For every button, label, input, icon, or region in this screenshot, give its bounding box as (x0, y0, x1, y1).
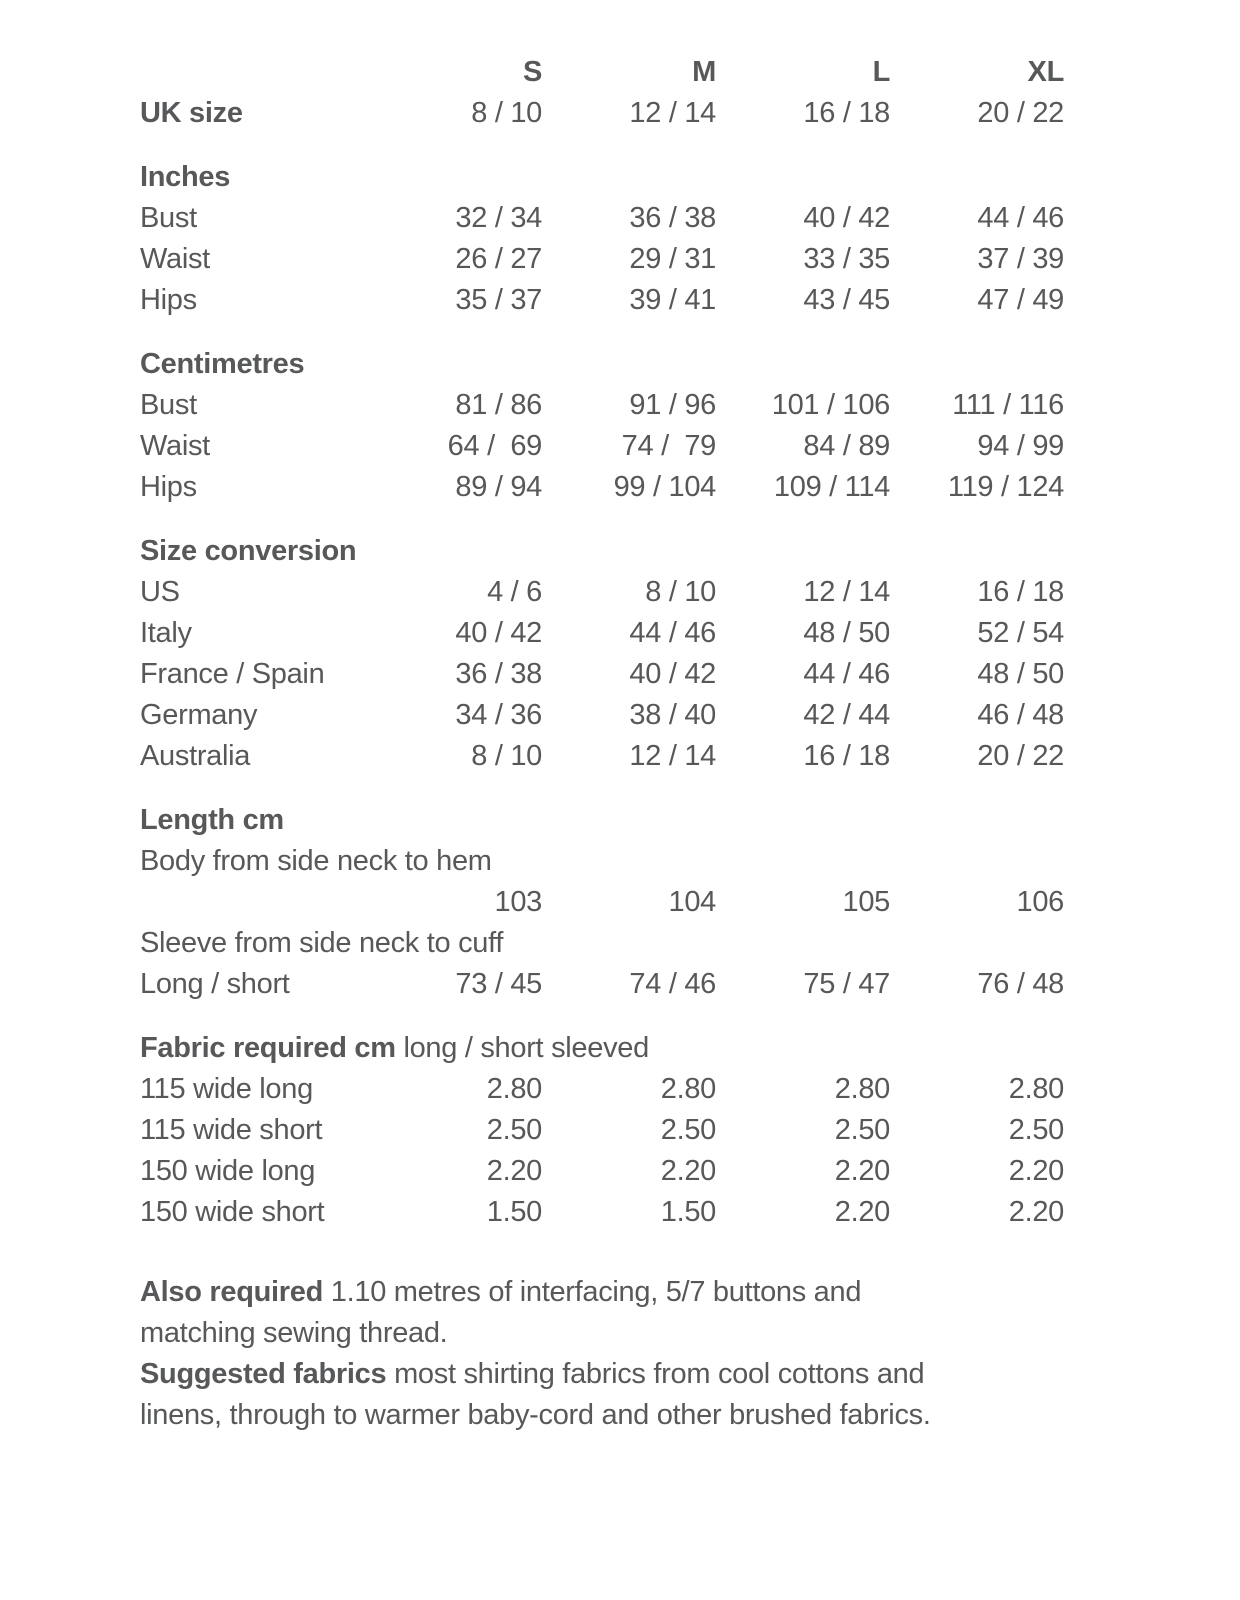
cell-value: 2.20 (1008, 1155, 1064, 1187)
cell-value: 33 / 35 (803, 243, 890, 275)
row-label: Australia (140, 740, 251, 772)
table-row (140, 572, 1064, 613)
cell-value: 40 / 42 (629, 658, 716, 690)
sleeve-length-label: Sleeve from side neck to cuff (140, 927, 504, 959)
cell-value: 2.80 (834, 1073, 890, 1105)
cell-value: 48 / 50 (803, 617, 890, 649)
size-header-xl: XL (1027, 56, 1064, 88)
cell-value: 84 / 89 (803, 430, 890, 462)
cell-value: 44 / 46 (803, 658, 890, 690)
length-section-title: Length cm (140, 804, 284, 836)
suggested-fabrics-label: Suggested fabrics (140, 1358, 387, 1390)
suggested-fabrics-line (140, 1354, 1200, 1395)
cell-value: 43 / 45 (803, 284, 890, 316)
cell-value: 105 (842, 886, 890, 918)
cell-value: 91 / 96 (629, 389, 716, 421)
cell-value: 52 / 54 (977, 617, 1064, 649)
cell-value: 12 / 14 (629, 740, 716, 772)
uk-size-label: UK size (140, 97, 243, 129)
also-required-label: Also required (140, 1276, 324, 1308)
table-row (140, 1110, 1064, 1151)
cell-value: 42 / 44 (803, 699, 890, 731)
cell-value: 119 / 124 (947, 471, 1064, 503)
row-label: 115 wide long (140, 1073, 313, 1105)
cell-value: 40 / 42 (455, 617, 542, 649)
table-row (140, 467, 1064, 508)
cell-value: 2.80 (486, 1073, 542, 1105)
row-label: France / Spain (140, 658, 325, 690)
cell-value: 32 / 34 (455, 202, 542, 234)
cell-value: 16 / 18 (803, 740, 890, 772)
cell-value: 64 / 69 (447, 430, 542, 462)
cell-value: 2.20 (834, 1155, 890, 1187)
body-length-label: Body from side neck to hem (140, 845, 492, 877)
cell-value: 111 / 116 (952, 389, 1064, 421)
table-row (140, 1192, 1064, 1233)
cell-value: 38 / 40 (629, 699, 716, 731)
fabric-title-rest: long / short sleeved (395, 1032, 649, 1064)
cell-value: 76 / 48 (977, 968, 1064, 1000)
cell-value: 106 (1016, 886, 1064, 918)
row-label: US (140, 576, 180, 608)
long-short-row (140, 964, 1064, 1005)
cell-value: 2.20 (834, 1196, 890, 1228)
cell-value: 2.50 (486, 1114, 542, 1146)
table-row (140, 426, 1064, 467)
cell-value: 104 (668, 886, 716, 918)
row-label: Long / short (140, 968, 290, 1000)
cell-value: 36 / 38 (455, 658, 542, 690)
row-label: Hips (140, 471, 197, 503)
inches-section-title: Inches (140, 161, 231, 193)
row-label: 115 wide short (140, 1114, 323, 1146)
cell-value: 74 / 79 (621, 430, 716, 462)
cell-value: 2.50 (834, 1114, 890, 1146)
uk-size-value: 12 / 14 (629, 97, 716, 129)
table-row (140, 1151, 1064, 1192)
cell-value: 2.80 (660, 1073, 716, 1105)
cell-value: 16 / 18 (977, 576, 1064, 608)
cell-value: 73 / 45 (455, 968, 542, 1000)
cell-value: 109 / 114 (773, 471, 890, 503)
cell-value: 40 / 42 (803, 202, 890, 234)
cell-value: 2.50 (660, 1114, 716, 1146)
table-row (140, 1069, 1064, 1110)
cell-value: 37 / 39 (977, 243, 1064, 275)
table-row (140, 613, 1064, 654)
cell-value: 47 / 49 (977, 284, 1064, 316)
centimetres-section-title: Centimetres (140, 348, 305, 380)
row-label: Bust (140, 389, 197, 421)
uk-size-value: 8 / 10 (471, 97, 542, 129)
row-label: Italy (140, 617, 192, 649)
size-header-m: M (692, 56, 716, 88)
row-label: Hips (140, 284, 197, 316)
cell-value: 94 / 99 (977, 430, 1064, 462)
cell-value: 20 / 22 (977, 740, 1064, 772)
table-row (140, 736, 1064, 777)
cell-value: 2.50 (1008, 1114, 1064, 1146)
row-label: 150 wide long (140, 1155, 316, 1187)
cell-value: 48 / 50 (977, 658, 1064, 690)
cell-value: 89 / 94 (455, 471, 542, 503)
also-required-line (140, 1272, 1200, 1313)
row-label: 150 wide short (140, 1196, 325, 1228)
fabric-section-title (140, 1028, 1064, 1069)
size-conversion-section-title: Size conversion (140, 535, 357, 567)
also-required-text: 1.10 metres of interfacing, 5/7 buttons and (323, 1276, 862, 1308)
suggested-fabrics-text: most shirting fabrics from cool cottons and (386, 1358, 925, 1390)
cell-value: 99 / 104 (613, 471, 716, 503)
table-row (140, 385, 1064, 426)
row-label: Waist (140, 430, 210, 462)
cell-value: 12 / 14 (803, 576, 890, 608)
cell-value: 8 / 10 (471, 740, 542, 772)
table-row (140, 695, 1064, 736)
table-row (140, 280, 1064, 321)
cell-value: 44 / 46 (629, 617, 716, 649)
body-length-values-row (140, 882, 1064, 923)
cell-value: 39 / 41 (629, 284, 716, 316)
uk-size-value: 20 / 22 (977, 97, 1064, 129)
cell-value: 34 / 36 (455, 699, 542, 731)
suggested-fabrics-line-2: linens, through to warmer baby-cord and other brushed fabrics. (140, 1399, 931, 1431)
row-label: Germany (140, 699, 258, 731)
empty-cell (140, 882, 402, 923)
cell-value: 2.20 (1008, 1196, 1064, 1228)
size-header-row (140, 52, 1064, 93)
table-row (140, 198, 1064, 239)
cell-value: 4 / 6 (487, 576, 542, 608)
cell-value: 44 / 46 (977, 202, 1064, 234)
uk-size-row (140, 93, 1064, 134)
uk-size-value: 16 / 18 (803, 97, 890, 129)
row-label: Bust (140, 202, 197, 234)
fabric-title-bold: Fabric required cm (140, 1032, 396, 1064)
cell-value: 81 / 86 (455, 389, 542, 421)
notes-block (140, 1272, 1200, 1436)
cell-value: 36 / 38 (629, 202, 716, 234)
table-row (140, 654, 1064, 695)
cell-value: 8 / 10 (645, 576, 716, 608)
cell-value: 101 / 106 (771, 389, 890, 421)
cell-value: 26 / 27 (455, 243, 542, 275)
cell-value: 35 / 37 (455, 284, 542, 316)
cell-value: 1.50 (486, 1196, 542, 1228)
row-label: Waist (140, 243, 210, 275)
size-header-s: S (522, 56, 542, 88)
cell-value: 2.80 (1008, 1073, 1064, 1105)
empty-cell (140, 52, 402, 93)
cell-value: 1.50 (660, 1196, 716, 1228)
size-header-l: L (872, 56, 890, 88)
cell-value: 46 / 48 (977, 699, 1064, 731)
cell-value: 29 / 31 (629, 243, 716, 275)
cell-value: 2.20 (660, 1155, 716, 1187)
also-required-line-2: matching sewing thread. (140, 1317, 448, 1349)
cell-value: 2.20 (486, 1155, 542, 1187)
cell-value: 74 / 46 (629, 968, 716, 1000)
cell-value: 75 / 47 (803, 968, 890, 1000)
cell-value: 103 (494, 886, 542, 918)
table-row (140, 239, 1064, 280)
